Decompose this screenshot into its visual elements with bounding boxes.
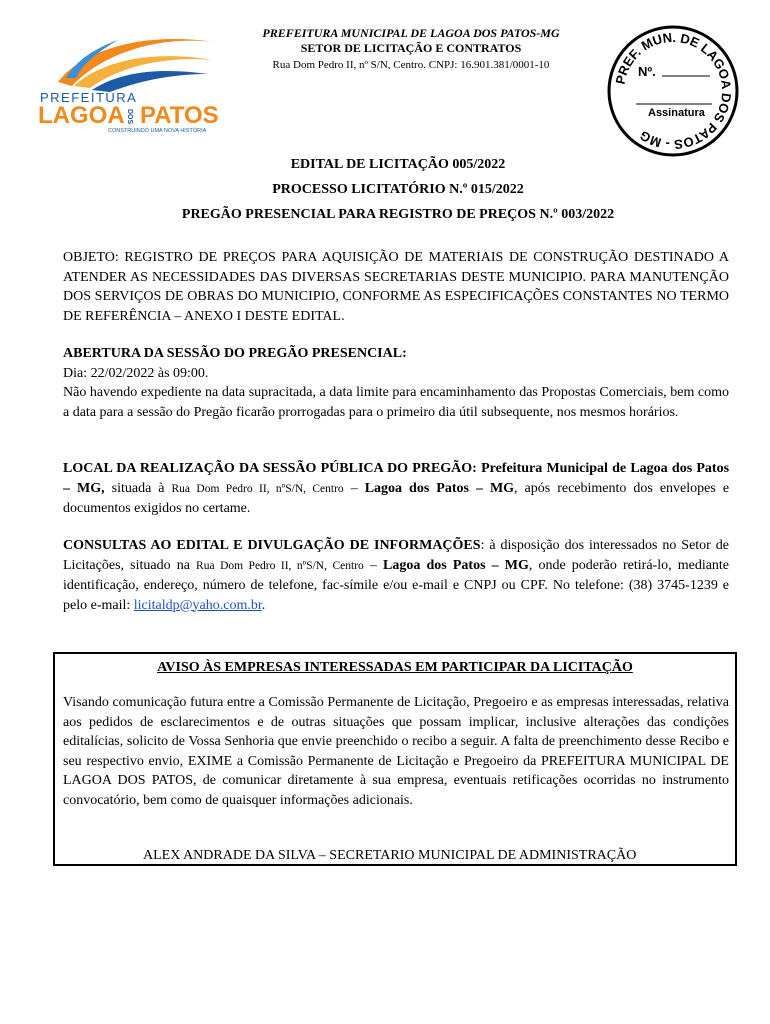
- abertura-text: Não havendo expediente na data supracitada, a data limite para encaminhamento das Propostas Comerciais, bem como a data para a sessão do Pregão ficarão prorrogadas para o primeiro dia útil subsequente, nos mesmos horários.: [63, 385, 729, 420]
- local-heading: LOCAL DA REALIZAÇÃO DA SESSÃO PÚBLICA DO PREGÃO:: [63, 461, 477, 476]
- email-link[interactable]: licitaldp@yaho.com.br: [133, 597, 262, 613]
- consultas-heading: CONSULTAS AO EDITAL E DIVULGAÇÃO DE INFORMAÇÕES: [63, 538, 481, 553]
- processo-title: PROCESSO LICITATÓRIO N.º 015/2022: [272, 182, 524, 197]
- header-municipality: PREFEITURA MUNICIPAL DE LAGOA DOS PATOS-MG: [262, 26, 560, 40]
- logo-text-dos: DOS: [126, 109, 133, 125]
- stamp-number-label: Nº.: [638, 64, 656, 79]
- local-rest: , após recebimento dos envelopes e documentos exigidos no certame.: [63, 480, 730, 516]
- consultas-end: .: [261, 597, 266, 613]
- consultas-text2: , onde poderão retirá-lo, mediante identificação, endereço, número de telefone, fac-símile e/ou e-mail e CNPJ ou CPF. No telefone: (38) 3745-1239 e pelo e-mail:: [63, 557, 730, 613]
- logo-text-patos: PATOS: [140, 102, 219, 129]
- abertura-heading: ABERTURA DA SESSÃO DO PREGÃO PRESENCIAL:: [63, 346, 407, 361]
- logo-tagline: CONSTRUINDO UMA NOVA HISTÓRIA: [108, 128, 207, 134]
- aviso-paragraph: Visando comunicação futura entre a Comissão Permanente de Licitação, Pregoeiro e as empresas interessadas, relativa aos pedidos de esclarecimentos e de outras situações que possam implicar, inclusive alterações das condições editalícias, solicito de Vossa Senhoria que envie preenchido o recibo a seguir. A falta de preenchimento desse Recibo e seu respectivo envio, EXIME a Comissão Permanente de Licitação e Pregoeiro da PREFEITURA MUNICIPAL DE LAGOA DOS PATOS, de comunicar diretamente à sua empresa, eventuais retificações ocorridas no instrumento convocatório, bem como de quaisquer informações adicionais.: [63, 695, 729, 808]
- aviso-box: [53, 652, 737, 866]
- municipal-stamp: [604, 24, 742, 158]
- aviso-signature: ALEX ANDRADE DA SILVA – SECRETARIO MUNICIPAL DE ADMINISTRAÇÃO: [143, 848, 637, 863]
- stamp-signature-label: Assinatura: [648, 107, 705, 119]
- header-address: Rua Dom Pedro II, nº S/N, Centro. CNPJ: 16.901.381/0001-10: [272, 59, 550, 71]
- consultas-text1: : à disposição dos interessados no Setor de Licitações, situado na: [63, 538, 729, 573]
- consultas-section: [63, 536, 729, 615]
- local-situada: situada à: [111, 480, 165, 496]
- aviso-title: AVISO ÀS EMPRESAS INTERESSADAS EM PARTICIPAR DA LICITAÇÃO: [157, 660, 633, 675]
- abertura-date: Dia: 22/02/2022 às 09:00.: [63, 365, 209, 381]
- edital-title: EDITAL DE LICITAÇÃO 005/2022: [290, 157, 506, 172]
- prefeitura-logo: [36, 30, 224, 134]
- logo-text-prefeitura: PREFEITURA: [40, 90, 138, 105]
- local-place: Prefeitura Municipal de Lagoa dos Patos – MG,: [63, 461, 730, 496]
- document-header: [226, 26, 596, 73]
- objeto-paragraph: OBJETO: REGISTRO DE PREÇOS PARA AQUISIÇÃO DE MATERIAIS DE CONSTRUÇÃO DESTINADO A ATENDER AS NECESSIDADES DAS DIVERSAS SECRETARIAS DESTE MUNICIPIO. PARA MANUTENÇÃO DOS SERVIÇOS DE OBRAS DO MUNICIPIO, CONFORME AS ESPECIFICAÇÕES CONSTANTES NO TERMO DE REFERÊNCIA – ANEXO I DESTE EDITAL.: [63, 250, 729, 324]
- svg-text:PREF. MUN. DE LAGOA DOS PATOS: [612, 30, 734, 152]
- pregao-title: PREGÃO PRESENCIAL PARA REGISTRO DE PREÇOS N.º 003/2022: [181, 207, 615, 222]
- logo-text-lagoa: LAGOA: [38, 102, 125, 129]
- edital-titles: [60, 152, 736, 227]
- local-section: [63, 459, 729, 519]
- local-city: Lagoa dos Patos – MG: [364, 480, 515, 496]
- local-address: Rua Dom Pedro II, nºS/N, Centro: [171, 482, 344, 495]
- local-dash: –: [350, 480, 358, 496]
- consultas-city: Lagoa dos Patos – MG: [383, 557, 529, 573]
- header-department: SETOR DE LICITAÇÃO E CONTRATOS: [300, 41, 522, 55]
- consultas-address: Rua Dom Pedro II, nºS/N, Centro: [196, 559, 364, 572]
- abertura-section: [63, 344, 729, 422]
- consultas-dash: –: [369, 557, 377, 573]
- stamp-ring-text: PREF. MUN. DE LAGOA DOS PATOS - MG: [612, 29, 735, 153]
